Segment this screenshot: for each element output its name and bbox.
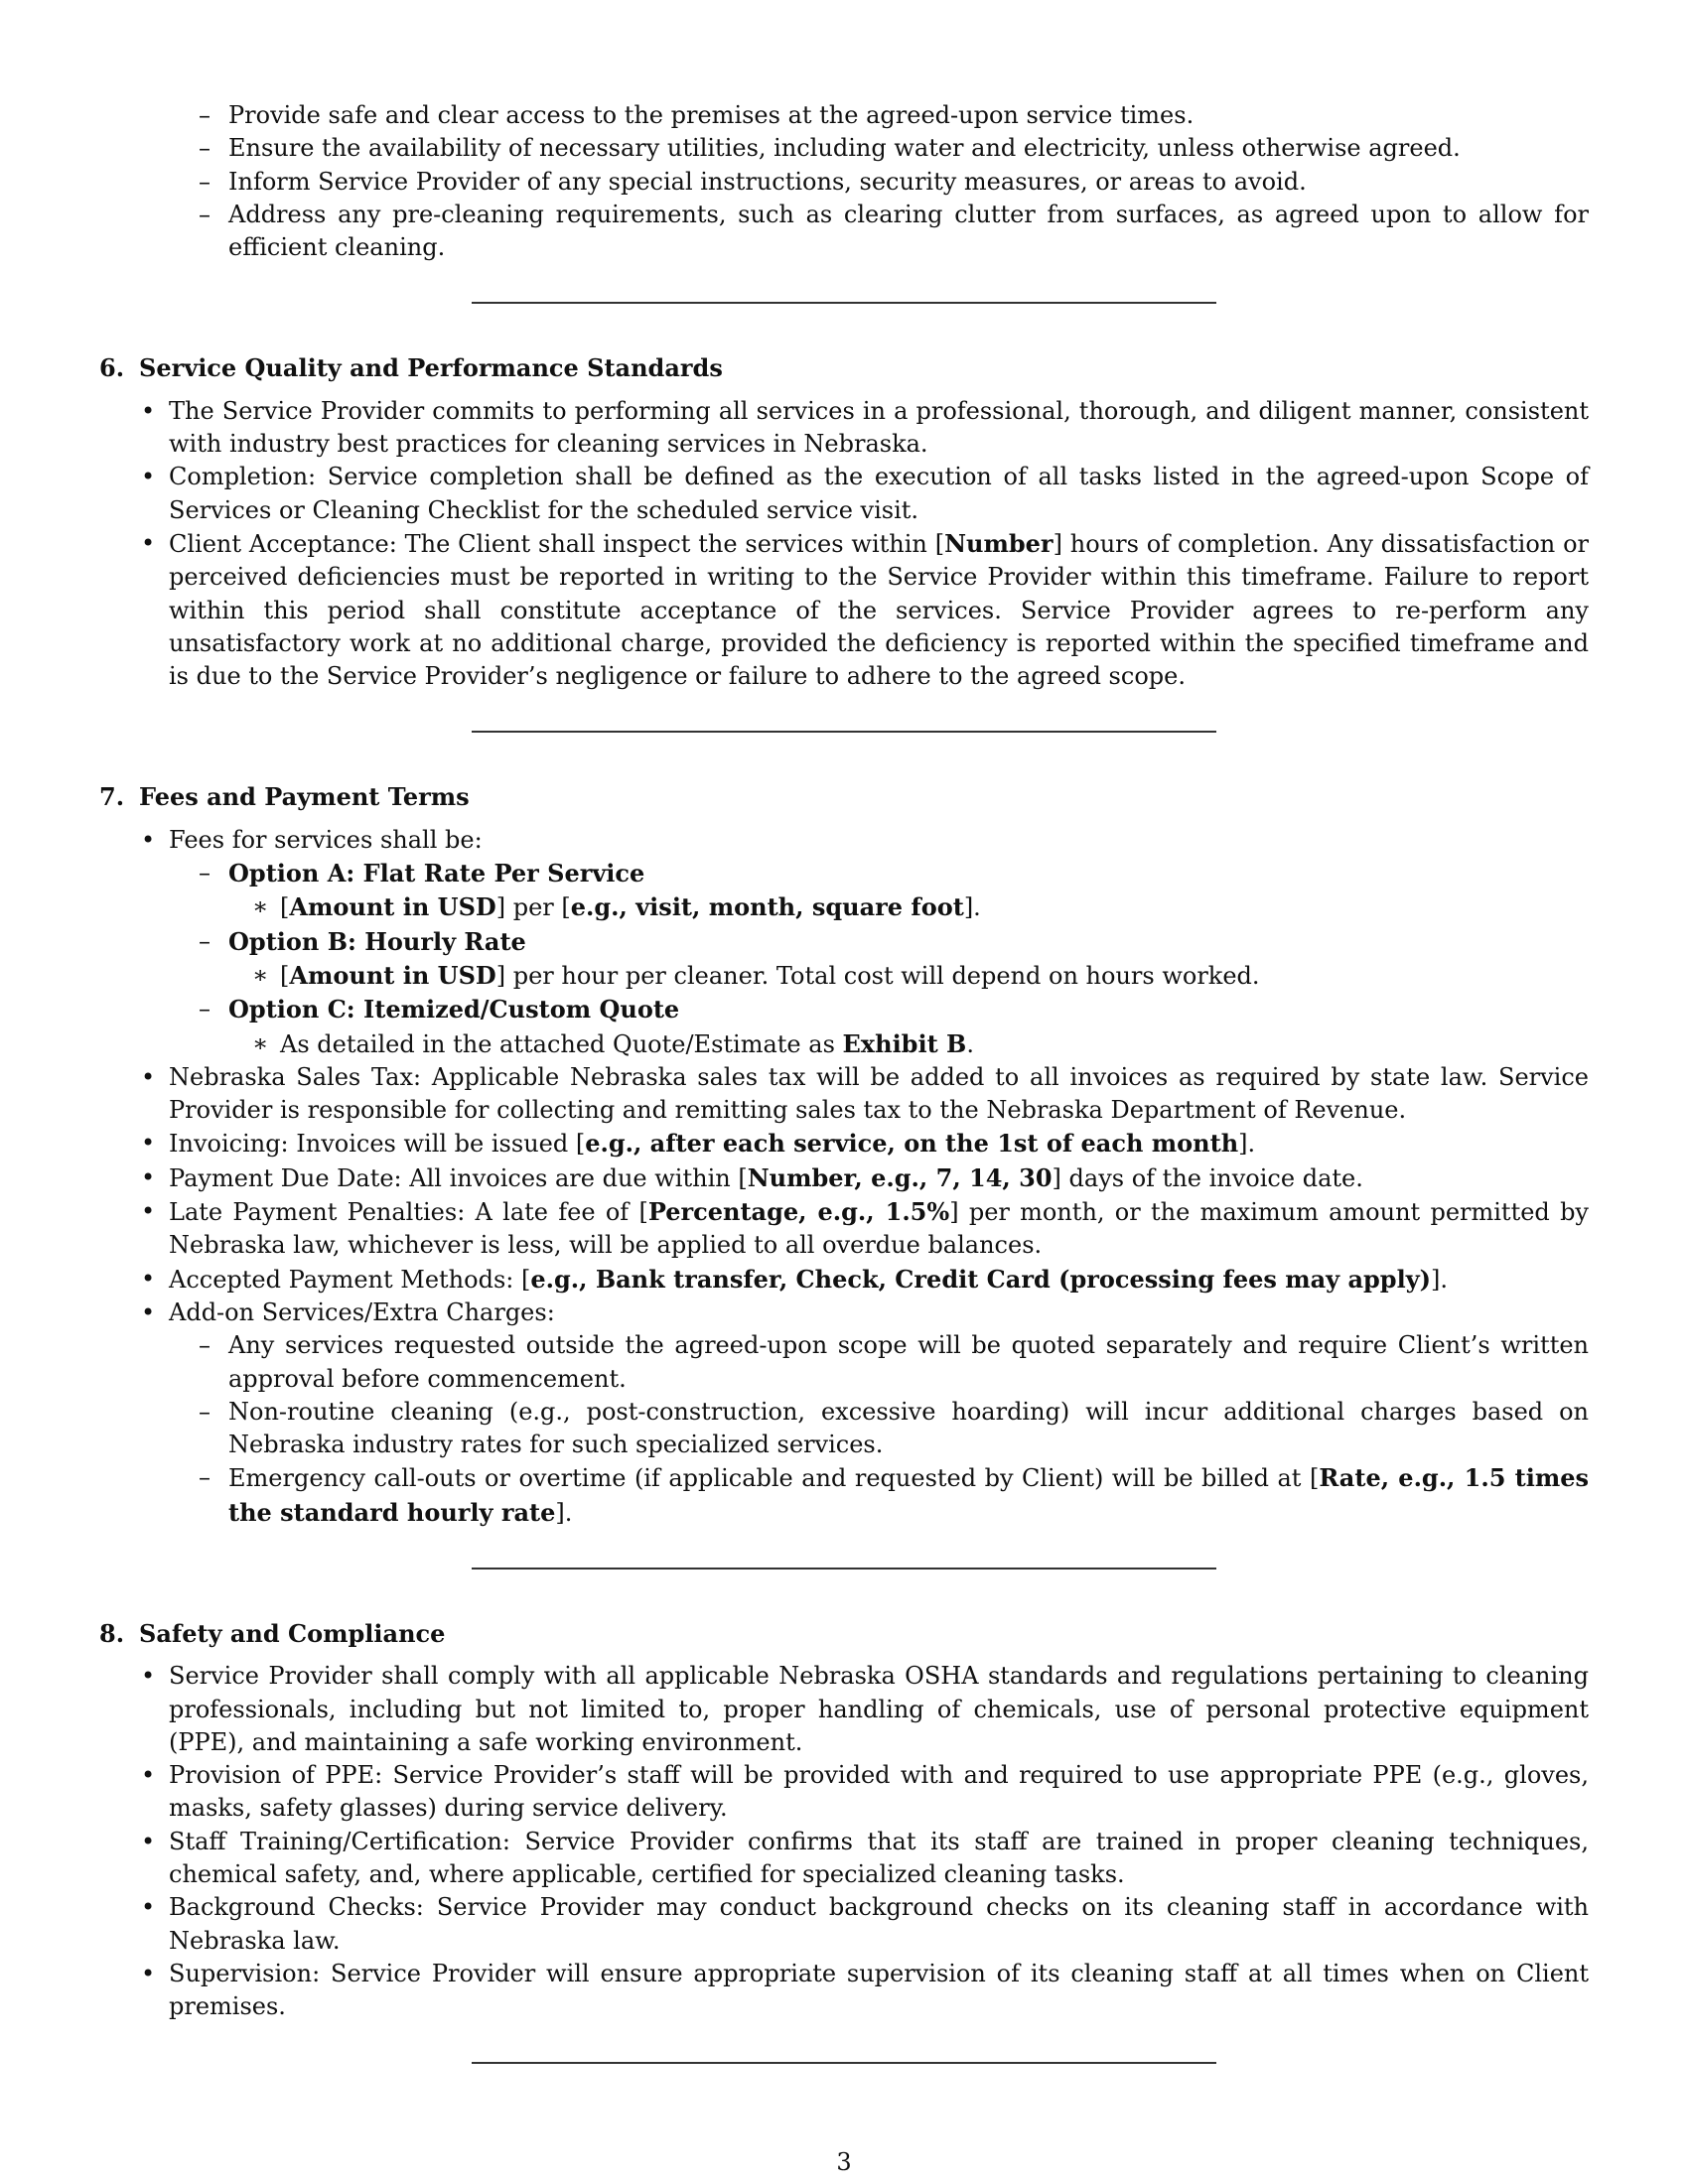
placeholder-field: Number [944, 528, 1054, 558]
text-run: Emergency call-outs or overtime (if applicable and requested by Client) will be billed at [ [228, 1464, 1320, 1493]
list-item: – Any services requested outside the agreed-upon scope will be quoted separately and require Client’s written approval before commencement. [169, 1329, 1589, 1396]
list-item [99, 1263, 1589, 1297]
list-item: – Non-routine cleaning (e.g., post-construction, excessive hoarding) will incur additional charges based on Nebraska industry rates for such specialized services. [169, 1396, 1589, 1462]
list-item [169, 925, 1589, 994]
placeholder-field: Number, e.g., 7, 14, 30 [747, 1162, 1053, 1192]
option-title: Option A: Flat Rate Per Service [228, 859, 645, 888]
section-divider [472, 1568, 1216, 1570]
list-item [169, 1461, 1589, 1530]
section-title: Service Quality and Performance Standards [139, 353, 723, 383]
text-run: Accepted Payment Methods: [ [169, 1265, 531, 1294]
section-divider [472, 731, 1216, 733]
text-run: Payment Due Date: All invoices are due within [ [169, 1163, 748, 1192]
placeholder-field: Rate, e.g., 1.5 times the standard hourly rate [228, 1463, 1589, 1527]
text-run: [ [280, 961, 290, 990]
placeholder-field: e.g., Bank transfer, Check, Credit Card (processing fees may apply) [530, 1264, 1431, 1294]
text-run: ]. [1238, 1130, 1256, 1159]
placeholder-field: Amount in USD [289, 960, 496, 990]
section-6-heading [99, 351, 1589, 384]
text-run: ]. [963, 893, 981, 922]
text-run: ] hours of completion. Any dissatisfaction or perceived deficiencies must be reported in writing to the Service Provider within this timeframe. Failure to report within this period shall constitute acceptance of the services. Service Provider agrees to re-perform any unsatisfactory work at no additional charge, provided the deficiency is reported within the specified timeframe and is due to the Service Provider’s negligence or failure to adhere to the agreed scope. [169, 529, 1589, 691]
text-run: Fees for services shall be: [169, 825, 483, 854]
list-item: • Service Provider shall comply with all applicable Nebraska OSHA standards and regulations pertaining to cleaning professionals, including but not limited to, proper handling of chemicals, use of personal protective equipment (PPE), and maintaining a safe working environment. [99, 1660, 1589, 1759]
section-number: 7. [99, 782, 125, 812]
section-title: Safety and Compliance [139, 1618, 446, 1648]
text-run: . [966, 1029, 974, 1058]
section-title: Fees and Payment Terms [139, 782, 470, 812]
text-run: As detailed in the attached Quote/Estimate as [280, 1029, 843, 1058]
section-8-heading [99, 1617, 1589, 1650]
placeholder-field: Amount in USD [289, 892, 496, 922]
list-item: • The Service Provider commits to performing all services in a professional, thorough, and diligent manner, consistent with industry best practices for cleaning services in Nebraska. [99, 395, 1589, 462]
section-number: 8. [99, 1618, 125, 1648]
list-item [228, 1027, 1589, 1061]
text-run: Invoicing: Invoices will be issued [ [169, 1130, 586, 1159]
placeholder-field: e.g., visit, month, square foot [570, 892, 964, 922]
list-item: • Background Checks: Service Provider may conduct background checks on its cleaning staff in accordance with Nebraska law. [99, 1891, 1589, 1958]
section-7-heading [99, 780, 1589, 813]
option-detail-list [228, 890, 1589, 924]
list-item: • Provision of PPE: Service Provider’s staff will be provided with and required to use appropriate PPE (e.g., gloves, masks, safety glasses) during service delivery. [99, 1759, 1589, 1826]
text-run: ] days of the invoice date. [1052, 1163, 1363, 1192]
list-item: – Ensure the availability of necessary utilities, including water and electricity, unless otherwise agreed. [99, 132, 1589, 165]
fee-options-list [169, 857, 1589, 1061]
exhibit-reference: Exhibit B [842, 1028, 967, 1058]
placeholder-field: Percentage, e.g., 1.5% [647, 1197, 950, 1227]
list-item [99, 1127, 1589, 1160]
placeholder-field: e.g., after each service, on the 1st of each month [585, 1129, 1239, 1159]
addon-list [169, 1329, 1589, 1530]
list-item [169, 993, 1589, 1061]
option-title: Option B: Hourly Rate [228, 926, 526, 956]
list-item: – Address any pre-cleaning requirements, such as clearing clutter from surfaces, as agreed upon to allow for efficient cleaning. [99, 199, 1589, 265]
list-item [228, 959, 1589, 993]
list-item: • Nebraska Sales Tax: Applicable Nebraska sales tax will be added to all invoices as required by state law. Service Provider is responsible for collecting and remitting sales tax to the Nebraska Department of Revenue. [99, 1061, 1589, 1128]
list-item [99, 824, 1589, 1061]
section-6-list [99, 395, 1589, 694]
section-number: 6. [99, 353, 125, 383]
text-run: [ [280, 893, 290, 922]
section-7-list [99, 824, 1589, 1530]
text-run: Client Acceptance: The Client shall inspect the services within [ [169, 529, 945, 558]
list-item [228, 890, 1589, 924]
list-item: • Completion: Service completion shall be defined as the execution of all tasks listed in the agreed-upon Scope of Services or Cleaning Checklist for the scheduled service visit. [99, 461, 1589, 527]
option-title: Option C: Itemized/Custom Quote [228, 995, 680, 1024]
list-item: • Supervision: Service Provider will ensure appropriate supervision of its cleaning staff at all times when on Client premises. [99, 1958, 1589, 2024]
text-run: Add-on Services/Extra Charges: [169, 1297, 555, 1326]
text-run: ] per [ [495, 893, 571, 922]
list-item [99, 1297, 1589, 1530]
text-run: Late Payment Penalties: A late fee of [ [169, 1198, 648, 1227]
list-item [99, 1195, 1589, 1263]
page-number: 3 [836, 2148, 852, 2176]
section-8-list [99, 1660, 1589, 2023]
text-run: ]. [555, 1498, 573, 1527]
list-item: – Provide safe and clear access to the premises at the agreed-upon service times. [99, 99, 1589, 132]
continued-obligations-list [99, 99, 1589, 264]
section-divider [472, 2062, 1216, 2064]
list-item [169, 857, 1589, 925]
list-item [99, 527, 1589, 693]
option-detail-list [228, 1027, 1589, 1061]
list-item: – Inform Service Provider of any special instructions, security measures, or areas to avoid. [99, 166, 1589, 199]
option-detail-list [228, 959, 1589, 993]
text-run: ]. [1431, 1265, 1448, 1294]
section-divider [472, 302, 1216, 304]
text-run: ] per hour per cleaner. Total cost will depend on hours worked. [495, 961, 1260, 990]
document-page [99, 99, 1589, 2064]
list-item [99, 1161, 1589, 1195]
text-run: ] per month, or the maximum amount permitted by Nebraska law, whichever is less, will be applied to all overdue balances. [169, 1198, 1589, 1260]
list-item: • Staff Training/Certification: Service Provider confirms that its staff are trained in proper cleaning techniques, chemical safety, and, where applicable, certified for specialized cleaning tasks. [99, 1826, 1589, 1892]
